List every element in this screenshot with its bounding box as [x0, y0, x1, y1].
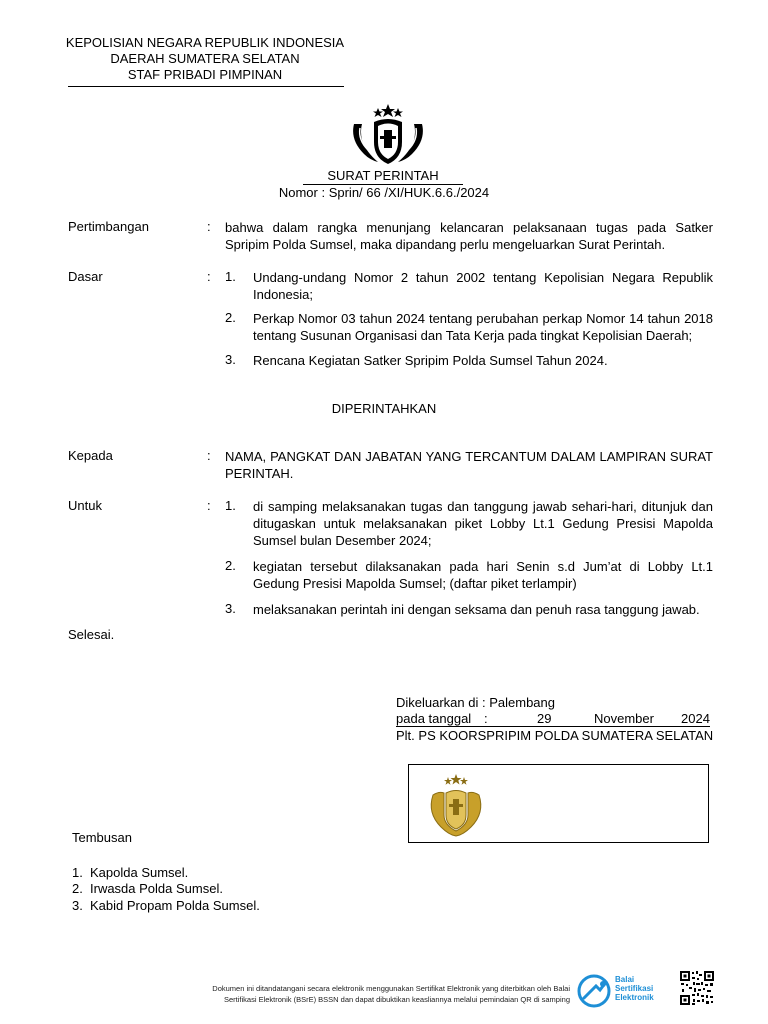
kepada-text: NAMA, PANGKAT DAN JABATAN YANG TERCANTUM DALAM LAMPIRAN SURAT PERINTAH. [225, 449, 713, 481]
dasar-item-number: 3. [225, 352, 236, 367]
untuk-item-number: 3. [225, 601, 236, 616]
region-name: DAERAH SUMATERA SELATAN [110, 51, 300, 66]
bsre-name-line3: Elektronik [615, 993, 654, 1002]
kepada-colon: : [207, 448, 211, 463]
issued-place-value: : Palembang [482, 695, 555, 710]
tembusan-item-number: 1. [72, 865, 83, 880]
untuk-item-number: 2. [225, 558, 236, 573]
kepada-label: Kepada [68, 448, 113, 463]
issued-date-label: pada tanggal [396, 711, 472, 726]
footer-notice-line2: Sertifikasi Elektronik (BSrE) BSSN dan dapat dibuktikan keasliannya melalui pemindaian QR di samping [223, 995, 570, 1004]
closing-text: Selesai. [68, 627, 115, 642]
signer-title: Plt. PS KOORSPRIPIM POLDA SUMATERA SELATAN [396, 728, 714, 743]
footer-notice-line1: Dokumen ini ditandatangani secara elektronik menggunakan Sertifikat Elektronik yang diterbitkan oleh Balai [212, 984, 570, 993]
bsre-name-line2: Sertifikasi [615, 984, 654, 993]
untuk-colon: : [207, 498, 211, 513]
untuk-item-text: kegiatan tersebut dilaksanakan pada hari Senin s.d Jum’at di Lobby Lt.1 Gedung Presisi Mapolda Sumsel; (daftar piket terlampir) [253, 559, 713, 591]
dasar-item-number: 2. [225, 310, 236, 325]
pertimbangan-text: bahwa dalam rangka menunjang kelancaran pelaksanaan tugas pada Satker Spripim Polda Sumsel, maka dipandang perlu mengeluarkan Surat Perintah. [225, 220, 713, 252]
pertimbangan-label: Pertimbangan [68, 219, 149, 234]
dasar-label: Dasar [68, 269, 103, 284]
untuk-item-number: 1. [225, 498, 236, 513]
dasar-colon: : [207, 269, 211, 284]
tembusan-label: Tembusan [72, 830, 132, 845]
agency-name: KEPOLISIAN NEGARA REPUBLIK INDONESIA [65, 35, 345, 50]
tembusan-item-text: Kabid Propam Polda Sumsel. [90, 898, 260, 913]
issued-date-month: November [594, 711, 654, 726]
issued-date-row [396, 711, 710, 727]
police-emblem-icon [346, 102, 430, 166]
issued-date-year: 2024 [681, 711, 710, 726]
issued-date-day: 29 [537, 711, 552, 726]
bsre-name-line1: Balai [615, 975, 635, 984]
bsre-name [615, 975, 654, 1002]
tembusan-item-number: 2. [72, 881, 83, 896]
dasar-item-number: 1. [225, 269, 236, 284]
untuk-item-text: melaksanakan perintah ini dengan seksama dan penuh rasa tanggung jawab. [253, 602, 700, 617]
e-signature-box [408, 764, 709, 843]
dasar-item-text: Undang-undang Nomor 2 tahun 2002 tentang Kepolisian Negara Republik Indonesia; [253, 270, 713, 302]
police-emblem-gold-icon [423, 773, 489, 839]
issued-date-colon: : [484, 711, 488, 726]
qr-code-icon [679, 970, 715, 1006]
document-title: SURAT PERINTAH [303, 168, 462, 185]
pertimbangan-colon: : [207, 219, 211, 234]
untuk-label: Untuk [68, 498, 102, 513]
header-underline [68, 86, 344, 87]
bsre-logo-icon [576, 974, 612, 1008]
dasar-item-text: Perkap Nomor 03 tahun 2024 tentang perubahan perkap Nomor 14 tahun 2018 tentang Susunan Organisasi dan Tata Kerja pada tingkat Kepolisian Daerah; [253, 311, 713, 343]
tembusan-item-text: Kapolda Sumsel. [90, 865, 189, 880]
issued-place-label: Dikeluarkan di [396, 695, 479, 710]
untuk-item-text: di samping melaksanakan tugas dan tanggung jawab sehari-hari, ditunjuk dan ditugaskan untuk melaksanakan piket Lobby Lt.1 Gedung Presisi Mapolda Sumsel bulan Desember 2024; [253, 499, 713, 548]
tembusan-item-number: 3. [72, 898, 83, 913]
diperintahkan-heading: DIPERINTAHKAN [331, 401, 437, 416]
tembusan-item-text: Irwasda Polda Sumsel. [90, 881, 223, 896]
unit-name: STAF PRIBADI PIMPINAN [127, 67, 283, 82]
document-number: Nomor : Sprin/ 66 /XI/HUK.6.6./2024 [278, 185, 490, 200]
dasar-item-text: Rencana Kegiatan Satker Spripim Polda Sumsel Tahun 2024. [253, 353, 608, 368]
